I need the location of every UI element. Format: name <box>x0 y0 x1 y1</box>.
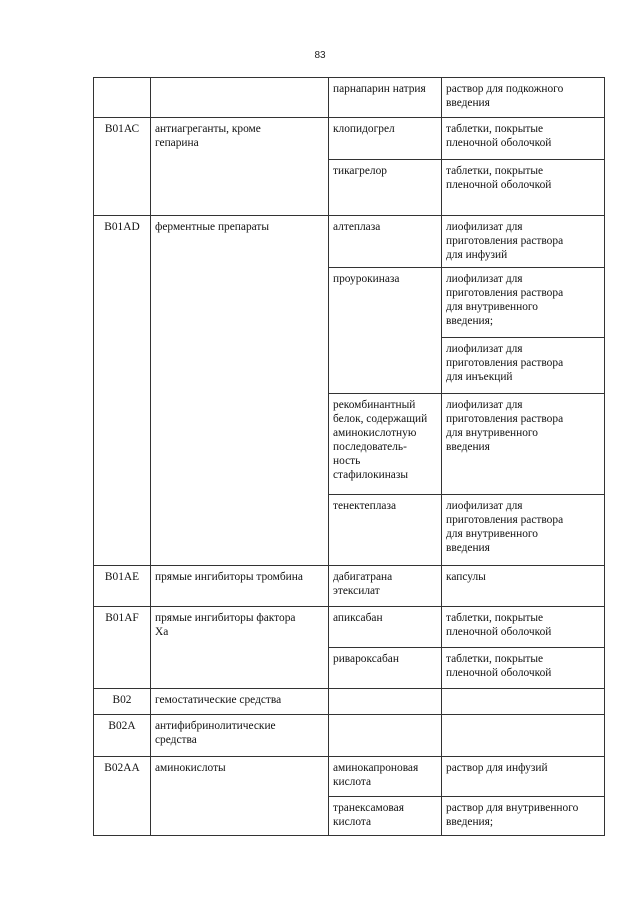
atc-code-cell: В01АЕ <box>94 566 151 607</box>
dosage-form-cell <box>442 689 605 715</box>
substance-cell: рекомбинантный белок, содержащий аминокислотную последователь- ность стафилокиназы <box>329 394 442 495</box>
dosage-form-cell: раствор для внутривенного введения; <box>442 797 605 836</box>
substance-cell: тенектеплаза <box>329 495 442 566</box>
dosage-form-cell: таблетки, покрытые пленочной оболочкой <box>442 160 605 216</box>
table-row <box>94 216 605 268</box>
dosage-form-cell: раствор для инфузий <box>442 757 605 797</box>
substance-cell: парнапарин натрия <box>329 78 442 118</box>
substance-cell <box>329 689 442 715</box>
atc-group-cell: антиагреганты, кроме гепарина <box>151 118 329 216</box>
substance-cell: ривароксабан <box>329 648 442 689</box>
atc-code-cell: В01АС <box>94 118 151 216</box>
atc-group-cell: прямые ингибиторы тромбина <box>151 566 329 607</box>
substance-cell: алтеплаза <box>329 216 442 268</box>
table-row <box>94 607 605 648</box>
atc-drug-table <box>93 77 605 836</box>
table-row <box>94 118 605 160</box>
table-row <box>94 757 605 797</box>
atc-group-cell <box>151 78 329 118</box>
dosage-form-cell <box>442 715 605 757</box>
dosage-form-cell: лиофилизат для приготовления раствора для внутривенного введения <box>442 495 605 566</box>
atc-group-cell: гемостатические средства <box>151 689 329 715</box>
atc-group-cell: аминокислоты <box>151 757 329 836</box>
substance-cell: апиксабан <box>329 607 442 648</box>
table-row <box>94 78 605 118</box>
dosage-form-cell: капсулы <box>442 566 605 607</box>
page-number: 83 <box>314 50 326 61</box>
table-row <box>94 689 605 715</box>
atc-code-cell: В02АА <box>94 757 151 836</box>
dosage-form-cell: таблетки, покрытые пленочной оболочкой <box>442 648 605 689</box>
table-row <box>94 715 605 757</box>
dosage-form-cell: таблетки, покрытые пленочной оболочкой <box>442 607 605 648</box>
substance-cell <box>329 715 442 757</box>
atc-code-cell <box>94 78 151 118</box>
dosage-form-cell: лиофилизат для приготовления раствора для внутривенного введения <box>442 394 605 495</box>
dosage-form-cell: лиофилизат для приготовления раствора для внутривенного введения; <box>442 268 605 338</box>
substance-cell: транексамовая кислота <box>329 797 442 836</box>
substance-cell: клопидогрел <box>329 118 442 160</box>
atc-code-cell: В02А <box>94 715 151 757</box>
atc-group-cell: прямые ингибиторы фактора Ха <box>151 607 329 689</box>
dosage-form-cell: лиофилизат для приготовления раствора для инфузий <box>442 216 605 268</box>
substance-cell: дабигатрана этексилат <box>329 566 442 607</box>
substance-cell: проурокиназа <box>329 268 442 394</box>
atc-code-cell: В01AF <box>94 607 151 689</box>
dosage-form-cell: таблетки, покрытые пленочной оболочкой <box>442 118 605 160</box>
atc-group-cell: антифибринолитические средства <box>151 715 329 757</box>
atc-group-cell: ферментные препараты <box>151 216 329 566</box>
table-row <box>94 566 605 607</box>
dosage-form-cell: лиофилизат для приготовления раствора для инъекций <box>442 338 605 394</box>
substance-cell: тикагрелор <box>329 160 442 216</box>
atc-code-cell: В01AD <box>94 216 151 566</box>
dosage-form-cell: раствор для подкожного введения <box>442 78 605 118</box>
substance-cell: аминокапроновая кислота <box>329 757 442 797</box>
atc-code-cell: В02 <box>94 689 151 715</box>
